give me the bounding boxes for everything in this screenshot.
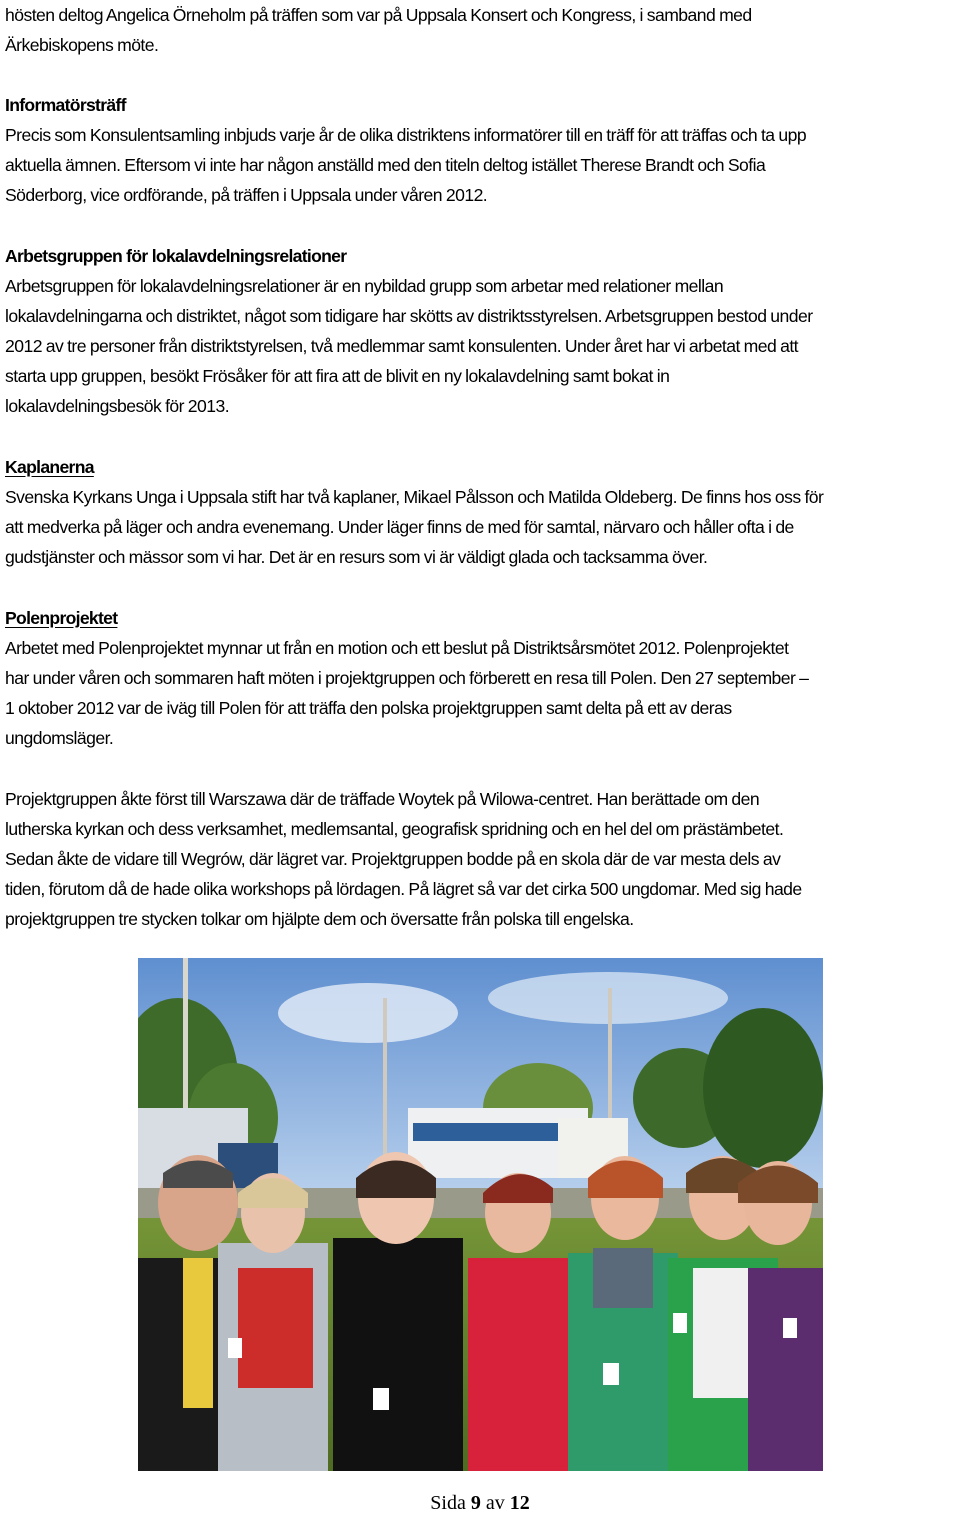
text-line: Svenska Kyrkans Unga i Uppsala stift har två kaplaner, Mikael Pålsson och Matilda Oldeberg. De finns hos oss för [5,487,824,507]
page-separator: av [485,1492,505,1514]
text-line: tiden, förutom då de hade olika workshops på lördagen. På lägret så var det cirka 500 ungdomar. Med sig hade [5,879,802,899]
text-line: har under våren och sommaren haft möten i projektgruppen och förberett en resa till Polen. Den 27 september – [5,668,809,688]
text-line: lokalavdelningsbesök för 2013. [5,396,230,416]
text-line: Ärkebiskopens möte. [5,35,159,55]
text-line: Arbetsgruppen för lokalavdelningsrelationer är en nybildad grupp som arbetar med relationer mellan [5,276,724,296]
text-line: gudstjänster och mässor som vi har. Det är en resurs som vi är väldigt glada och tacksamma över. [5,547,708,567]
text-line: lutherska kyrkan och dess verksamhet, medlemsantal, geografisk spridning och en hel del om prästämbetet. [5,819,784,839]
total-pages: 12 [509,1492,530,1514]
text-line: lokalavdelningarna och distriktet, något som tidigare har skötts av distriktsstyrelsen. Arbetsgruppen bestod under [5,306,813,326]
text-line: aktuella ämnen. Eftersom vi inte har någon anställd med den titeln deltog istället Therese Brandt och Sofia [5,155,766,175]
text-line: Projektgruppen åkte först till Warszawa där de träffade Woytek på Wilowa-centret. Han berättade om den [5,789,760,809]
polen-paragraph-1 [5,633,957,753]
current-page: 9 [470,1492,481,1514]
page-label: Sida [430,1492,466,1514]
text-line: att medverka på läger och andra evenemang. Under läger finns de med för samtal, närvaro och håller ofta i de [5,517,794,537]
group-photo [138,958,823,1471]
text-line: 2012 av tre personer från distriktstyrelsen, två medlemmar samt konsulenten. Under året har vi arbetat med att [5,336,799,356]
text-line: Sedan åkte de vidare till Wegrów, där lägret var. Projektgruppen bodde på en skola där de var mesta dels av [5,849,781,869]
text-line: projektgruppen tre stycken tolkar om hjälpte dem och översatte från polska till engelska. [5,909,634,929]
kaplanerna-paragraph [5,482,957,572]
text-line: 1 oktober 2012 var de iväg till Polen för att träffa den polska projektgruppen samt delta på ett av deras [5,698,732,718]
intro-paragraph [5,0,957,60]
section-heading-informatorstraff: Informatörsträff [5,95,126,115]
page-number [0,1490,960,1516]
arbetsgruppen-paragraph [5,271,957,421]
text-line: Precis som Konsulentsamling inbjuds varje år de olika distriktens informatörer till en träff för att träffas och ta upp [5,125,807,145]
text-line: Arbetet med Polenprojektet mynnar ut från en motion och ett beslut på Distriktsårsmötet 2012. Polenprojektet [5,638,789,658]
text-line: hösten deltog Angelica Örneholm på träffen som var på Uppsala Konsert och Kongress, i samband med [5,5,752,25]
text-line: ungdomsläger. [5,728,114,748]
informator-paragraph [5,120,957,210]
section-heading-polenprojektet: Polenprojektet [5,608,118,628]
polen-paragraph-2 [5,784,957,934]
section-heading-arbetsgruppen: Arbetsgruppen för lokalavdelningsrelationer [5,246,347,266]
text-line: starta upp gruppen, besökt Frösåker för att fira att de blivit en ny lokalavdelning samt bokat in [5,366,670,386]
section-heading-kaplanerna: Kaplanerna [5,457,94,477]
text-line: Söderborg, vice ordförande, på träffen i Uppsala under våren 2012. [5,185,488,205]
